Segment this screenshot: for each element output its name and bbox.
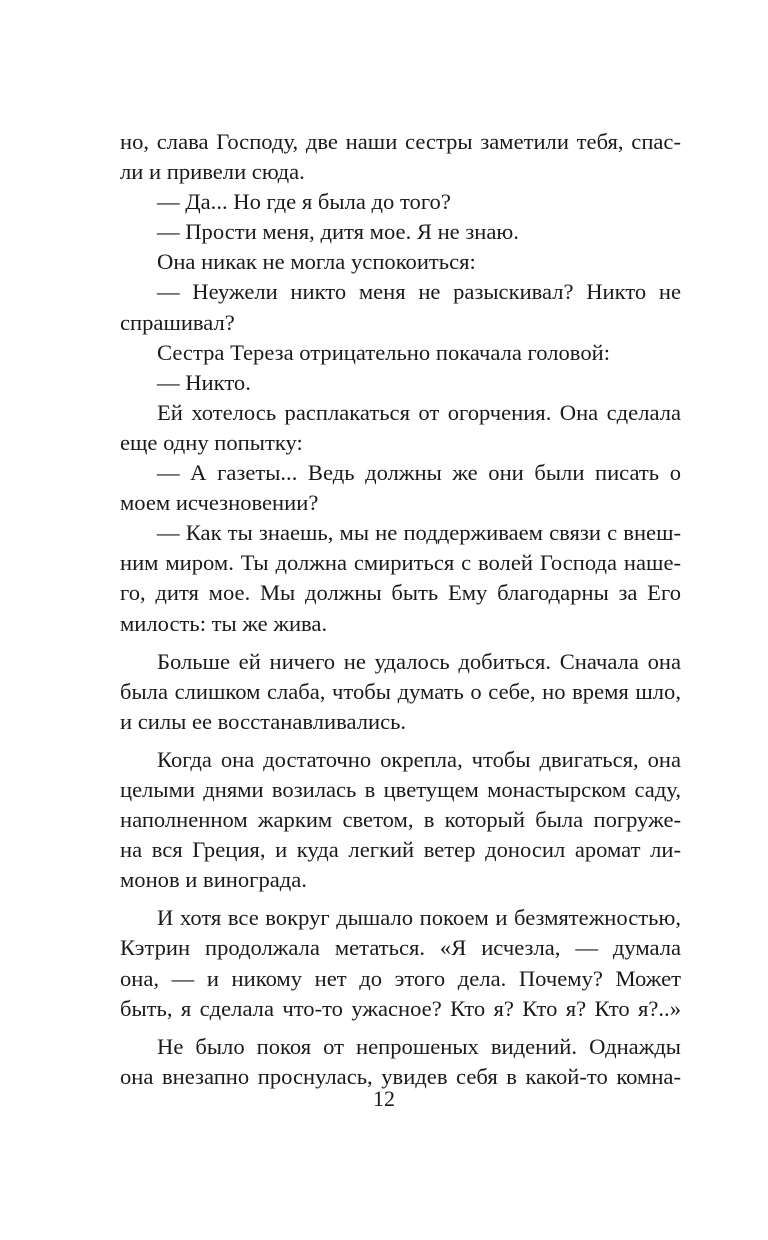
- text-line: она внезапно проснулась, увидев себя в какой-то комна-: [120, 1063, 681, 1089]
- text-line: Когда она достаточно окрепла, чтобы двигаться, она: [157, 746, 681, 772]
- text-line: Кэтрин продолжала метаться. «Я исчезла, — думала: [120, 935, 681, 961]
- text-line: — Никто.: [157, 369, 251, 395]
- text-line: на вся Греция, и куда легкий ветер доносил аромат ли-: [120, 837, 681, 863]
- text-line: ним миром. Ты должна смириться с волей Господа наше-: [120, 550, 681, 576]
- text-line: — Как ты знаешь, мы не поддерживаем связи с внеш-: [157, 520, 681, 546]
- text-line: но, слава Господу, две наши сестры заметили тебя, спас-: [120, 129, 681, 154]
- text-line: моем исчезновении?: [120, 490, 319, 516]
- text-line: наполненном жарким светом, в который была погруже-: [120, 807, 681, 833]
- text-line: была слишком слаба, чтобы думать о себе, но время шло,: [120, 678, 681, 704]
- body-text: [120, 127, 681, 1092]
- text-line: быть, я сделала что-то ужасное? Кто я? Кто я? Кто я?..»: [120, 995, 681, 1021]
- text-line: И хотя все вокруг дышало покоем и безмятежностью,: [157, 905, 681, 931]
- text-line: и силы ее восстанавливались.: [120, 708, 407, 734]
- text-line: Больше ей ничего не удалось добиться. Сначала она: [157, 648, 681, 674]
- text-line: го, дитя мое. Мы должны быть Ему благодарны за Его: [120, 580, 681, 606]
- text-line: Не было покоя от непрошеных видений. Однажды: [157, 1033, 681, 1059]
- text-line: Ей хотелось расплакаться от огорчения. Она сделала: [157, 399, 681, 425]
- text-line: еще одну попытку:: [120, 429, 303, 455]
- text-line: — Прости меня, дитя мое. Я не знаю.: [157, 219, 519, 245]
- text-line: — А газеты... Ведь должны же они были писать о: [157, 460, 681, 486]
- text-line: Сестра Тереза отрицательно покачала головой:: [157, 339, 610, 365]
- text-line: спрашивал?: [120, 309, 235, 335]
- text-line: Она никак не могла успокоиться:: [157, 249, 476, 275]
- text-line: монов и винограда.: [120, 867, 307, 893]
- page-number: 12: [373, 1086, 395, 1111]
- text-line: она, — и никому нет до этого дела. Почему? Может: [120, 965, 681, 991]
- text-line: целыми днями возилась в цветущем монастырском саду,: [120, 776, 681, 802]
- text-line: милость: ты же жива.: [120, 610, 328, 636]
- text-line: — Неужели никто меня не разыскивал? Никто не: [157, 279, 681, 305]
- text-line: ли и привели сюда.: [120, 159, 305, 185]
- text-line: — Да... Но где я была до того?: [157, 189, 451, 215]
